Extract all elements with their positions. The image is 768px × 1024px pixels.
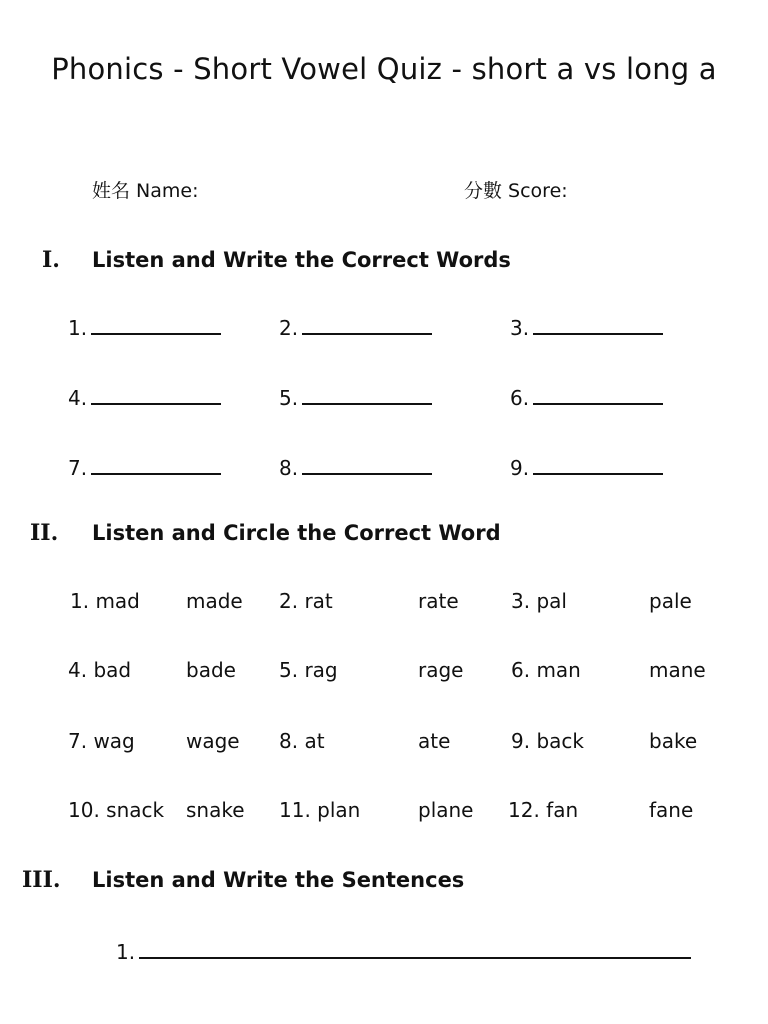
answer-blank[interactable] — [302, 385, 432, 405]
circle-option[interactable]: 5. rag — [279, 658, 338, 682]
circle-option[interactable]: plane — [418, 798, 474, 822]
answer-blank[interactable] — [91, 315, 221, 335]
section-1-number: I. — [42, 247, 60, 273]
write-item-5 — [279, 385, 432, 410]
section-2-title: Listen and Circle the Correct Word — [92, 521, 501, 545]
circle-option[interactable]: 12. fan — [508, 798, 579, 822]
answer-blank[interactable] — [91, 455, 221, 475]
sentence-item-number: 1. — [116, 940, 136, 964]
write-item-number: 6. — [510, 386, 530, 410]
circle-option[interactable]: 10. snack — [68, 798, 165, 822]
circle-option[interactable]: fane — [649, 798, 694, 822]
circle-option[interactable]: 6. man — [511, 658, 581, 682]
write-item-8 — [279, 455, 432, 480]
circle-option[interactable]: 4. bad — [68, 658, 132, 682]
answer-blank[interactable] — [533, 385, 663, 405]
circle-option[interactable]: ate — [418, 729, 451, 753]
sentence-item-1 — [116, 939, 691, 964]
write-item-number: 2. — [279, 316, 299, 340]
circle-option[interactable]: pale — [649, 589, 692, 613]
score-label: 分數 Score: — [464, 180, 568, 202]
sentence-blank[interactable] — [139, 939, 691, 959]
answer-blank[interactable] — [533, 315, 663, 335]
write-item-number: 9. — [510, 456, 530, 480]
circle-option[interactable]: bade — [186, 658, 236, 682]
name-label: 姓名 Name: — [92, 180, 199, 202]
write-item-number: 1. — [68, 316, 88, 340]
write-item-4 — [68, 385, 221, 410]
section-1-title: Listen and Write the Correct Words — [92, 248, 511, 272]
section-3-number: III. — [22, 867, 61, 893]
circle-option[interactable]: 7. wag — [68, 729, 135, 753]
write-item-3 — [510, 315, 663, 340]
write-item-number: 7. — [68, 456, 88, 480]
circle-option[interactable]: 3. pal — [511, 589, 567, 613]
circle-option[interactable]: 11. plan — [279, 798, 361, 822]
write-item-6 — [510, 385, 663, 410]
circle-option[interactable]: bake — [649, 729, 698, 753]
circle-option[interactable]: snake — [186, 798, 245, 822]
write-item-1 — [68, 315, 221, 340]
answer-blank[interactable] — [302, 315, 432, 335]
answer-blank[interactable] — [302, 455, 432, 475]
write-item-7 — [68, 455, 221, 480]
section-3-title: Listen and Write the Sentences — [92, 868, 465, 892]
circle-option[interactable]: made — [186, 589, 243, 613]
circle-option[interactable]: rage — [418, 658, 464, 682]
write-item-number: 4. — [68, 386, 88, 410]
circle-option[interactable]: 8. at — [279, 729, 325, 753]
write-item-2 — [279, 315, 432, 340]
write-item-9 — [510, 455, 663, 480]
circle-option[interactable]: rate — [418, 589, 459, 613]
circle-option[interactable]: 1. mad — [70, 589, 140, 613]
answer-blank[interactable] — [91, 385, 221, 405]
answer-blank[interactable] — [533, 455, 663, 475]
write-item-number: 3. — [510, 316, 530, 340]
page-title: Phonics - Short Vowel Quiz - short a vs long a — [51, 52, 717, 86]
section-2-number: II. — [30, 520, 59, 546]
circle-option[interactable]: mane — [649, 658, 706, 682]
write-item-number: 5. — [279, 386, 299, 410]
circle-option[interactable]: 2. rat — [279, 589, 333, 613]
circle-option[interactable]: 9. back — [511, 729, 584, 753]
write-item-number: 8. — [279, 456, 299, 480]
circle-option[interactable]: wage — [186, 729, 240, 753]
